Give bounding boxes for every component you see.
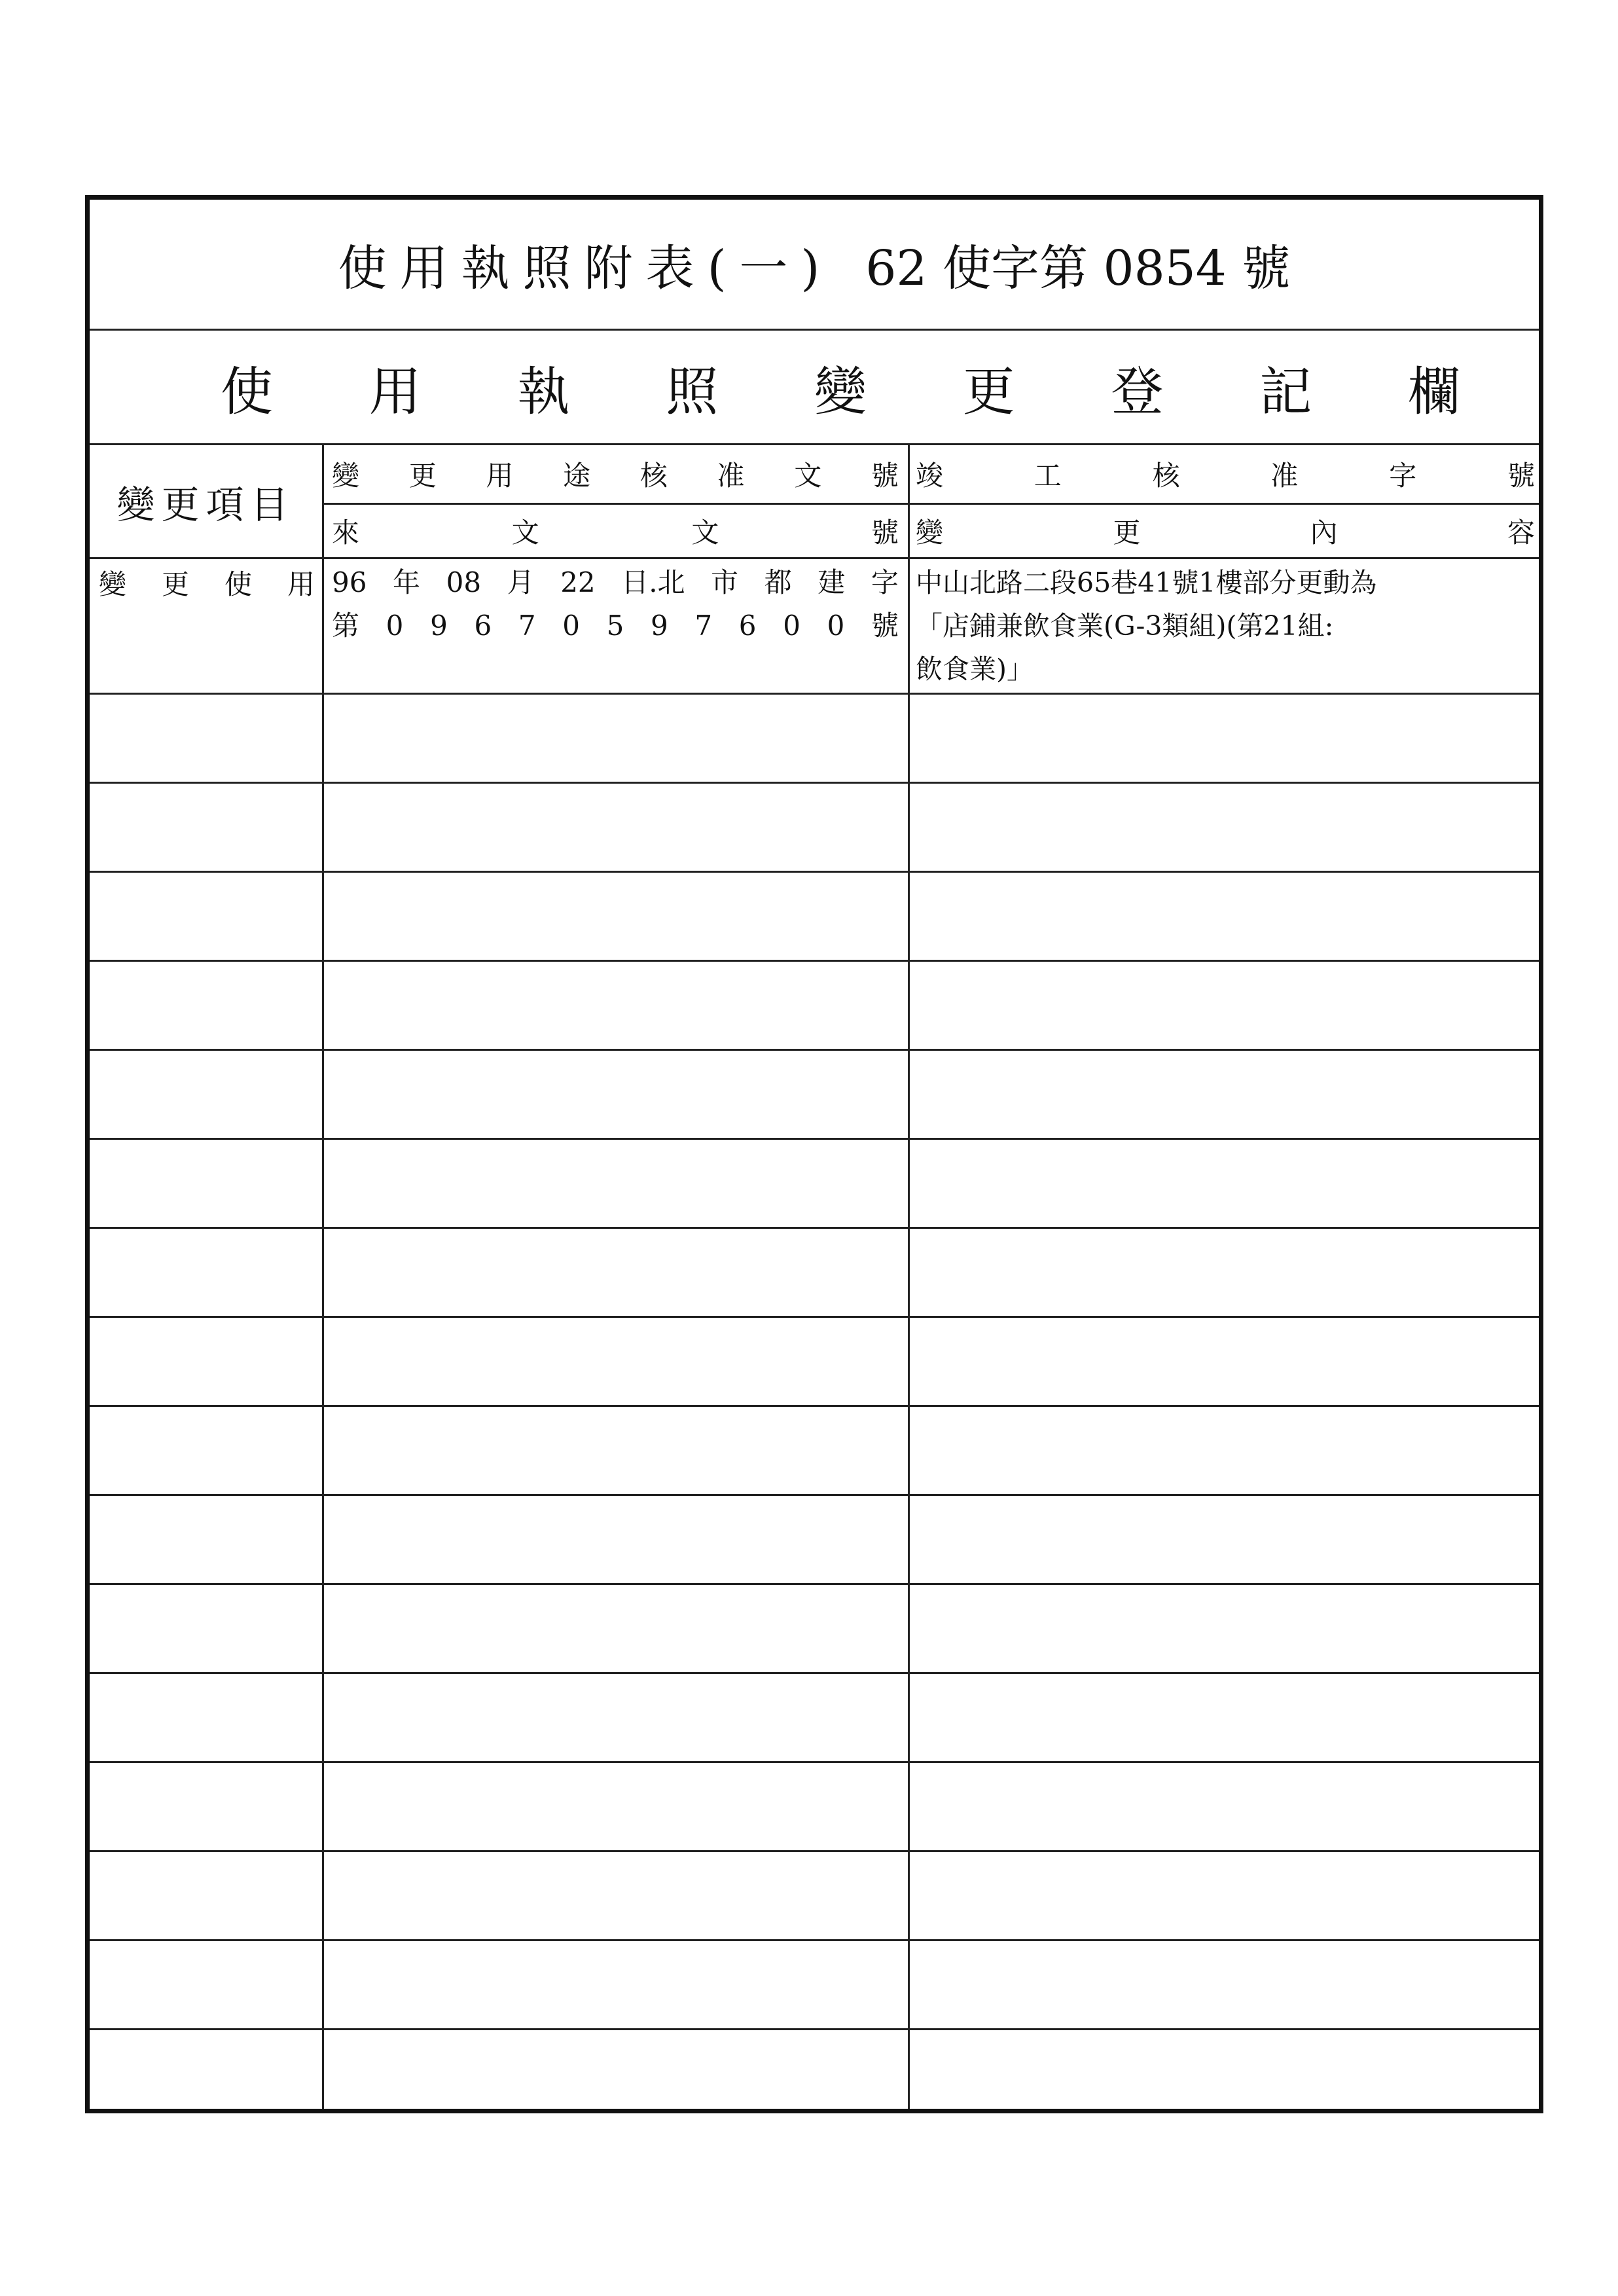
entry-change-item: 變 更 使 用 bbox=[99, 568, 315, 600]
header-incoming-doc-no: 來 文 文 號 bbox=[332, 517, 899, 549]
row-divider bbox=[90, 960, 1539, 962]
row-divider bbox=[90, 1672, 1539, 1674]
row-divider bbox=[90, 2028, 1539, 2030]
section-heading bbox=[90, 331, 1539, 445]
row-divider bbox=[90, 782, 1539, 784]
title-prefix: 使用執照附表(一) bbox=[338, 240, 833, 297]
entry-change-content bbox=[916, 561, 1537, 691]
doc-number-line: 第 0 9 6 7 0 5 9 7 6 0 0 號 bbox=[332, 610, 899, 642]
header-approval-doc-no: 變 更 用 途 核 准 文 號 bbox=[332, 460, 899, 492]
row-divider bbox=[90, 1138, 1539, 1140]
heading-char: 登 bbox=[1111, 361, 1164, 422]
row-divider bbox=[90, 1761, 1539, 1763]
row-divider bbox=[90, 871, 1539, 873]
heading-char: 執 bbox=[517, 361, 570, 422]
heading-char: 記 bbox=[1259, 361, 1312, 422]
header-bottom-divider bbox=[90, 557, 1539, 559]
usage-permit-change-form bbox=[85, 195, 1543, 2113]
heading-char: 欄 bbox=[1408, 361, 1460, 422]
permit-number: 62 使字第 0854 號 bbox=[865, 240, 1291, 297]
row-divider bbox=[90, 1049, 1539, 1051]
heading-char: 用 bbox=[369, 361, 422, 422]
doc-date-line: 96 年 08 月 22 日.北 市 都 建 字 bbox=[332, 566, 899, 598]
row-divider bbox=[90, 1939, 1539, 1941]
heading-char: 更 bbox=[962, 361, 1015, 422]
heading-char: 照 bbox=[666, 361, 719, 422]
column-divider bbox=[322, 445, 324, 2109]
header-completion-approval-no: 竣 工 核 准 字 號 bbox=[916, 460, 1535, 492]
column-divider bbox=[908, 445, 910, 2109]
content-line: 飲食業)」 bbox=[916, 653, 1034, 685]
header-change-content: 變 更 內 容 bbox=[916, 517, 1535, 549]
row-divider bbox=[90, 1316, 1539, 1318]
form-title bbox=[90, 200, 1539, 331]
entry-approval-doc bbox=[332, 561, 899, 647]
heading-char: 變 bbox=[814, 361, 867, 422]
content-line: 中山北路二段65巷41號1樓部分更動為 bbox=[916, 567, 1377, 598]
row-divider bbox=[90, 1583, 1539, 1585]
content-line: 「店鋪兼飲食業(G-3類組)(第21組: bbox=[916, 610, 1334, 642]
header-change-item: 變更項目 bbox=[117, 482, 295, 527]
row-divider bbox=[90, 1850, 1539, 1852]
heading-char: 使 bbox=[221, 361, 273, 422]
row-divider bbox=[90, 1494, 1539, 1496]
row-divider bbox=[90, 693, 1539, 695]
row-divider bbox=[90, 1227, 1539, 1229]
row-divider bbox=[90, 1405, 1539, 1407]
